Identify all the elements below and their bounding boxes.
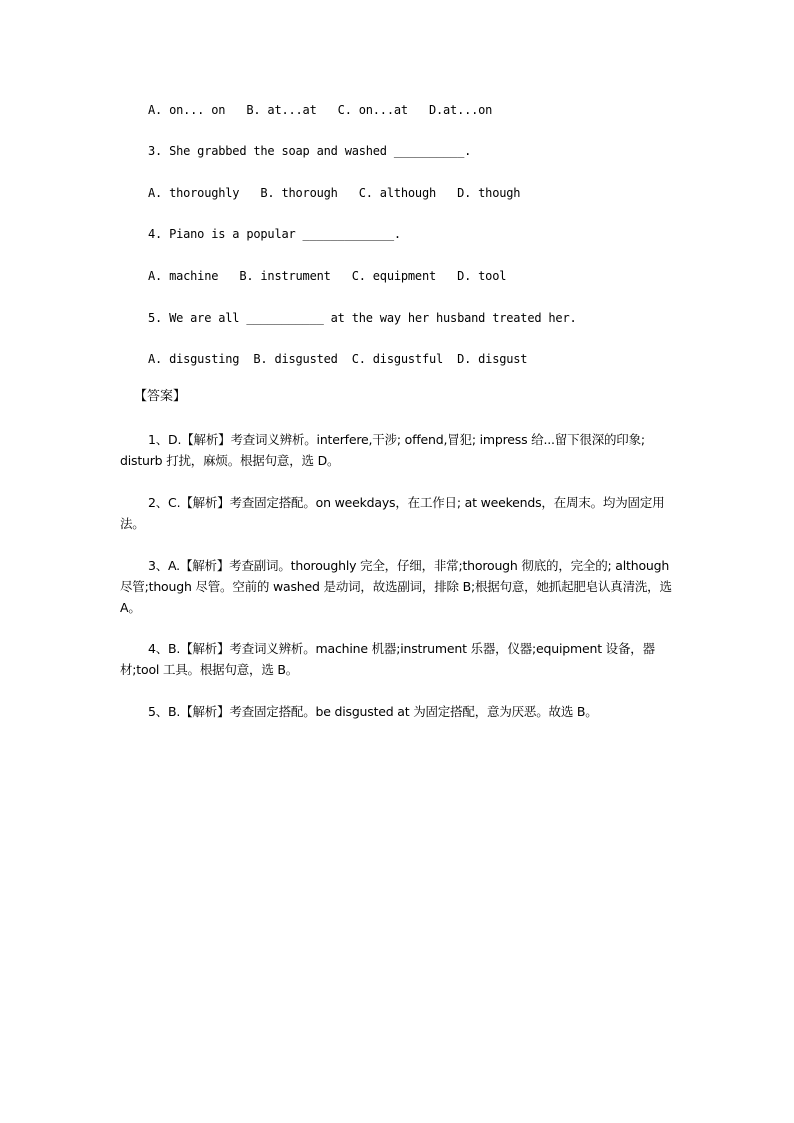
question-4-options: A. machine B. instrument C. equipment D. tool: [148, 269, 507, 283]
question-3-stem: 3. She grabbed the soap and washed __________.: [148, 144, 472, 158]
question-4-stem: 4. Piano is a popular _____________.: [148, 227, 401, 241]
answer-5: 5、B.【解析】考查固定搭配。be disgusted at 为固定搭配，意为厌恶。故选 B。: [148, 704, 598, 719]
question-5-stem: 5. We are all ___________ at the way her husband treated her.: [148, 311, 577, 325]
question-2-options: A. on... on B. at...at C. on...at D.at...on: [148, 103, 493, 117]
question-3-options: A. thoroughly B. thorough C. although D. though: [148, 186, 521, 200]
answer-3: 3、A.【解析】考查副词。thoroughly 完全，仔细，非常;thorough 彻底的，完全的; although 尽管;though 尽管。空前的 washed 是动词，故选副词，排除 B;根据句意，她抓起肥皂认真清洗，选 A。: [120, 558, 672, 615]
answer-1: 1、D.【解析】考查词义辨析。interfere,干涉; offend,冒犯; impress 给...留下很深的印象; disturb 打扰，麻烦。根据句意，选 D。: [120, 432, 645, 468]
answer-4: 4、B.【解析】考查词义辨析。machine 机器;instrument 乐器，仪器;equipment 设备，器材;tool 工具。根据句意，选 B。: [120, 641, 655, 677]
question-5-options: A. disgusting B. disgusted C. disgustful D. disgust: [148, 352, 528, 366]
answers-heading: 【答案】: [134, 389, 187, 404]
answer-2: 2、C.【解析】考查固定搭配。on weekdays，在工作日; at weekends，在周末。均为固定用法。: [120, 495, 665, 531]
